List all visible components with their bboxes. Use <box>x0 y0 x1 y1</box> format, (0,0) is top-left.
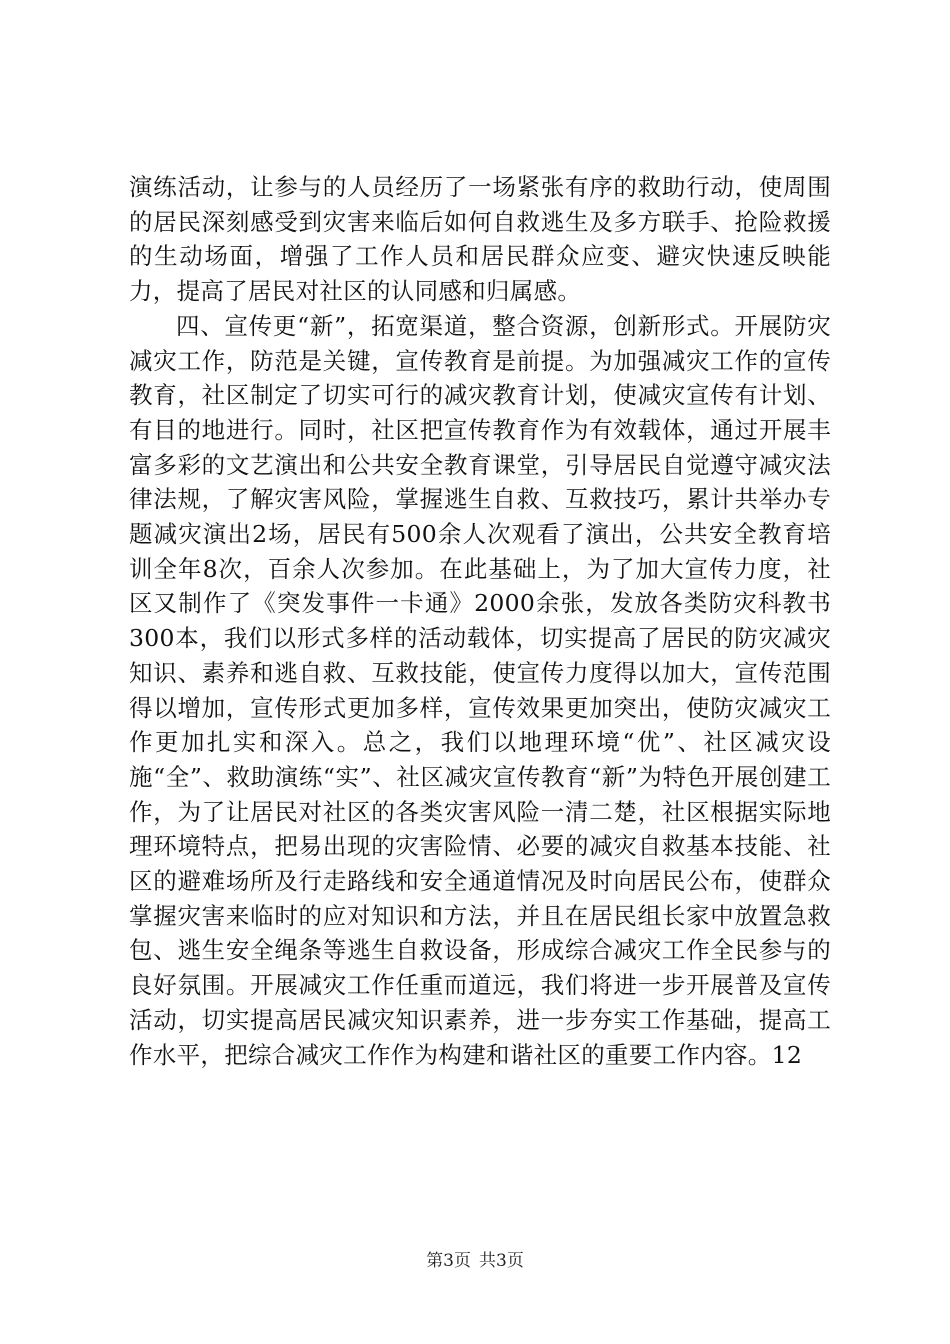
page-number: 第3页 <box>426 1251 471 1271</box>
paragraph-publicity-section: 四、宣传更“新”，拓宽渠道，整合资源，创新形式。开展防灾减灾工作，防范是关键，宣传教育是前提。为加强减灾工作的宣传教育，社区制定了切实可行的减灾教育计划，使减灾宣传有计划、有目的地进行。同时，社区把宣传教育作为有效载体，通过开展丰富多彩的文艺演出和公共安全教育课堂，引导居民自觉遵守减灾法律法规，了解灾害风险，掌握逃生自救、互救技巧，累计共举办专题减灾演出2场，居民有500余人次观看了演出，公共安全教育培训全年8次，百余人次参加。在此基础上，为了加大宣传力度，社区又制作了《突发事件一卡通》2000余张，发放各类防灾科教书300本，我们以形式多样的活动载体，切实提高了居民的防灾减灾知识、素养和逃自救、互救技能，使宣传力度得以加大，宣传范围得以增加，宣传形式更加多样，宣传效果更加突出，使防灾减灾工作更加扎实和深入。总之，我们以地理环境“优”、社区减灾设施“全”、救助演练“实”、社区减灾宣传教育“新”为特色开展创建工作，为了让居民对社区的各类灾害风险一清二楚，社区根据实际地理环境特点，把易出现的灾害险情、必要的减灾自救基本技能、社区的避难场所及行走路线和安全通道情况及时向居民公布，使群众掌握灾害来临时的应对知识和方法，并且在居民组长家中放置急救包、逃生安全绳条等逃生自救设备，形成综合减灾工作全民参与的良好氛围。开展减灾工作任重而道远，我们将进一步开展普及宣传活动，切实提高居民减灾知识素养，进一步夯实工作基础，提高工作水平，把综合减灾工作作为构建和谐社区的重要工作内容。12 <box>129 311 831 1069</box>
document-body <box>129 170 831 1072</box>
page-total: 共3页 <box>479 1251 524 1271</box>
paragraph-drill-activity: 演练活动，让参与的人员经历了一场紧张有序的救助行动，使周围的居民深刻感受到灾害来临后如何自救逃生及多方联手、抢险救援的生动场面，增强了工作人员和居民群众应变、避灾快速反映能力，提高了居民对社区的认同感和归属感。 <box>129 173 831 306</box>
page-footer <box>0 1246 950 1271</box>
